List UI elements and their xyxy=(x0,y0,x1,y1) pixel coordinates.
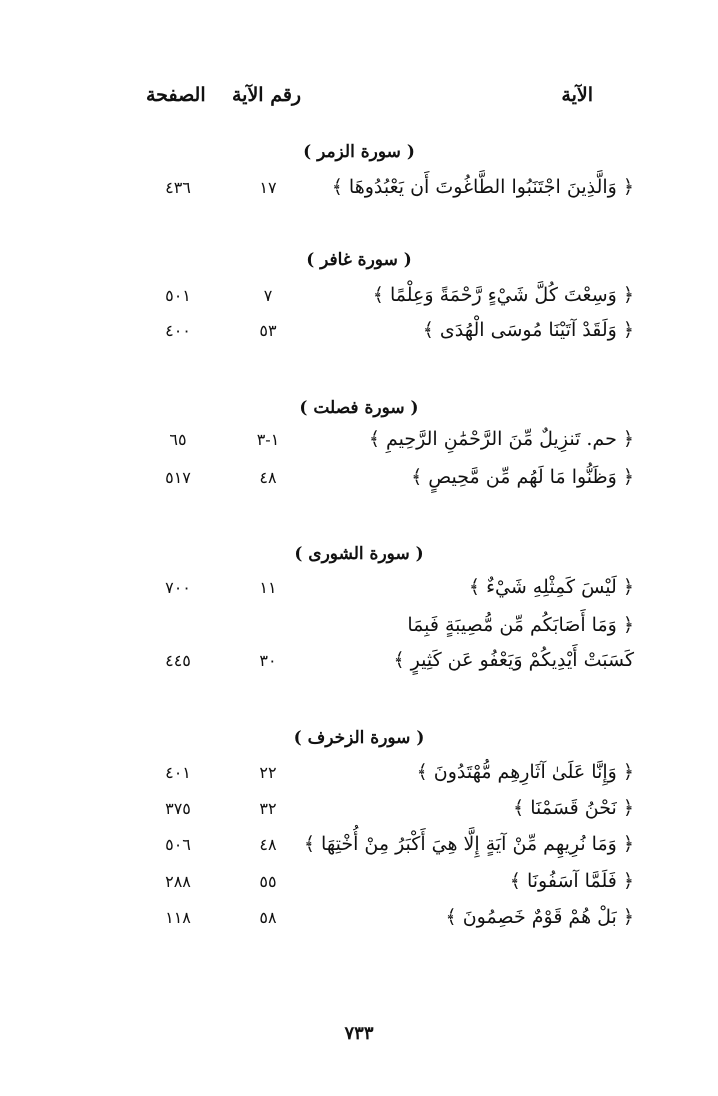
ayah-number: ٧ xyxy=(263,286,273,305)
verse-text: ﴿ فَلَمَّا آسَفُونَا ﴾ xyxy=(509,870,634,892)
ayah-number: ٣٠ xyxy=(259,651,277,670)
verse-text: ﴿ نَحْنُ قَسَمْنَا ﴾ xyxy=(513,797,634,819)
surah-title: ( سورة غافر ) xyxy=(306,250,412,270)
ayah-number: ١-٣ xyxy=(256,430,280,449)
page-number: ٥١٧ xyxy=(165,468,191,487)
ayah-number: ٥٥ xyxy=(259,872,277,891)
ayah-number: ١٧ xyxy=(259,178,277,197)
page-number: ٤٠١ xyxy=(165,763,191,782)
page-number: ٢٨٨ xyxy=(165,872,191,891)
verse-text: ﴿ وَمَا أَصَابَكُم مِّن مُّصِيبَةٍ فَبِمَا xyxy=(407,614,634,636)
page-column-header: الصفحة xyxy=(146,84,206,106)
verse-text: ﴿ حم. تَنزِيلٌ مِّنَ الرَّحْمَٰنِ الرَّحِيمِ ﴾ xyxy=(368,428,634,450)
page-folio-number: ٧٣٣ xyxy=(344,1023,374,1044)
page-number: ٤٤٥ xyxy=(165,651,191,670)
ayah-number: ٥٨ xyxy=(259,908,277,927)
verse-text: ﴿ لَيْسَ كَمِثْلِهِ شَيْءٌ ﴾ xyxy=(468,576,634,598)
verse-text: ﴿ وَسِعْتَ كُلَّ شَيْءٍ رَّحْمَةً وَعِلْمًا ﴾ xyxy=(372,284,634,306)
verse-text: ﴿ وَظَنُّوا مَا لَهُم مِّن مَّحِيصٍ ﴾ xyxy=(411,466,634,488)
page-number: ٤٠٠ xyxy=(165,321,191,340)
page-number: ٥٠١ xyxy=(165,286,191,305)
ayah-number-column-header: رقم الآية xyxy=(232,84,302,106)
ayah-number: ١١ xyxy=(259,578,277,597)
verse-text: ﴿ وَالَّذِينَ اجْتَنَبُوا الطَّاغُوتَ أَن يَعْبُدُوهَا ﴾ xyxy=(331,176,634,198)
ayah-number: ٤٨ xyxy=(259,468,277,487)
verse-column-header: الآية xyxy=(561,84,593,106)
surah-title: ( سورة الزمر ) xyxy=(303,142,415,162)
page-number: ٥٠٦ xyxy=(165,835,191,854)
page-number: ٣٧٥ xyxy=(165,799,191,818)
ayah-number: ٢٢ xyxy=(259,763,277,782)
page-number: ٧٠٠ xyxy=(165,578,191,597)
page-number: ٦٥ xyxy=(169,430,187,449)
ayah-number: ٥٣ xyxy=(259,321,277,340)
ayah-number: ٤٨ xyxy=(259,835,277,854)
page-number: ٤٣٦ xyxy=(165,178,191,197)
verse-text: ﴿ وَمَا نُرِيهِم مِّنْ آيَةٍ إِلَّا هِيَ أَكْبَرُ مِنْ أُخْتِهَا ﴾ xyxy=(303,833,634,855)
verse-text: ﴿ بَلْ هُمْ قَوْمٌ خَصِمُونَ ﴾ xyxy=(445,906,634,928)
surah-title: ( سورة الشورى ) xyxy=(294,544,424,564)
verse-text: ﴿ وَلَقَدْ آتَيْنَا مُوسَى الْهُدَى ﴾ xyxy=(422,319,634,341)
verse-text: ﴿ وَإِنَّا عَلَىٰ آثَارِهِم مُّهْتَدُونَ ﴾ xyxy=(416,761,634,783)
surah-title: ( سورة فصلت ) xyxy=(299,398,419,418)
page-number: ١١٨ xyxy=(165,908,191,927)
surah-title: ( سورة الزخرف ) xyxy=(293,728,425,748)
verse-text: كَسَبَتْ أَيْدِيكُمْ وَيَعْفُو عَن كَثِيرٍ ﴾ xyxy=(393,649,634,671)
ayah-number: ٣٢ xyxy=(259,799,277,818)
